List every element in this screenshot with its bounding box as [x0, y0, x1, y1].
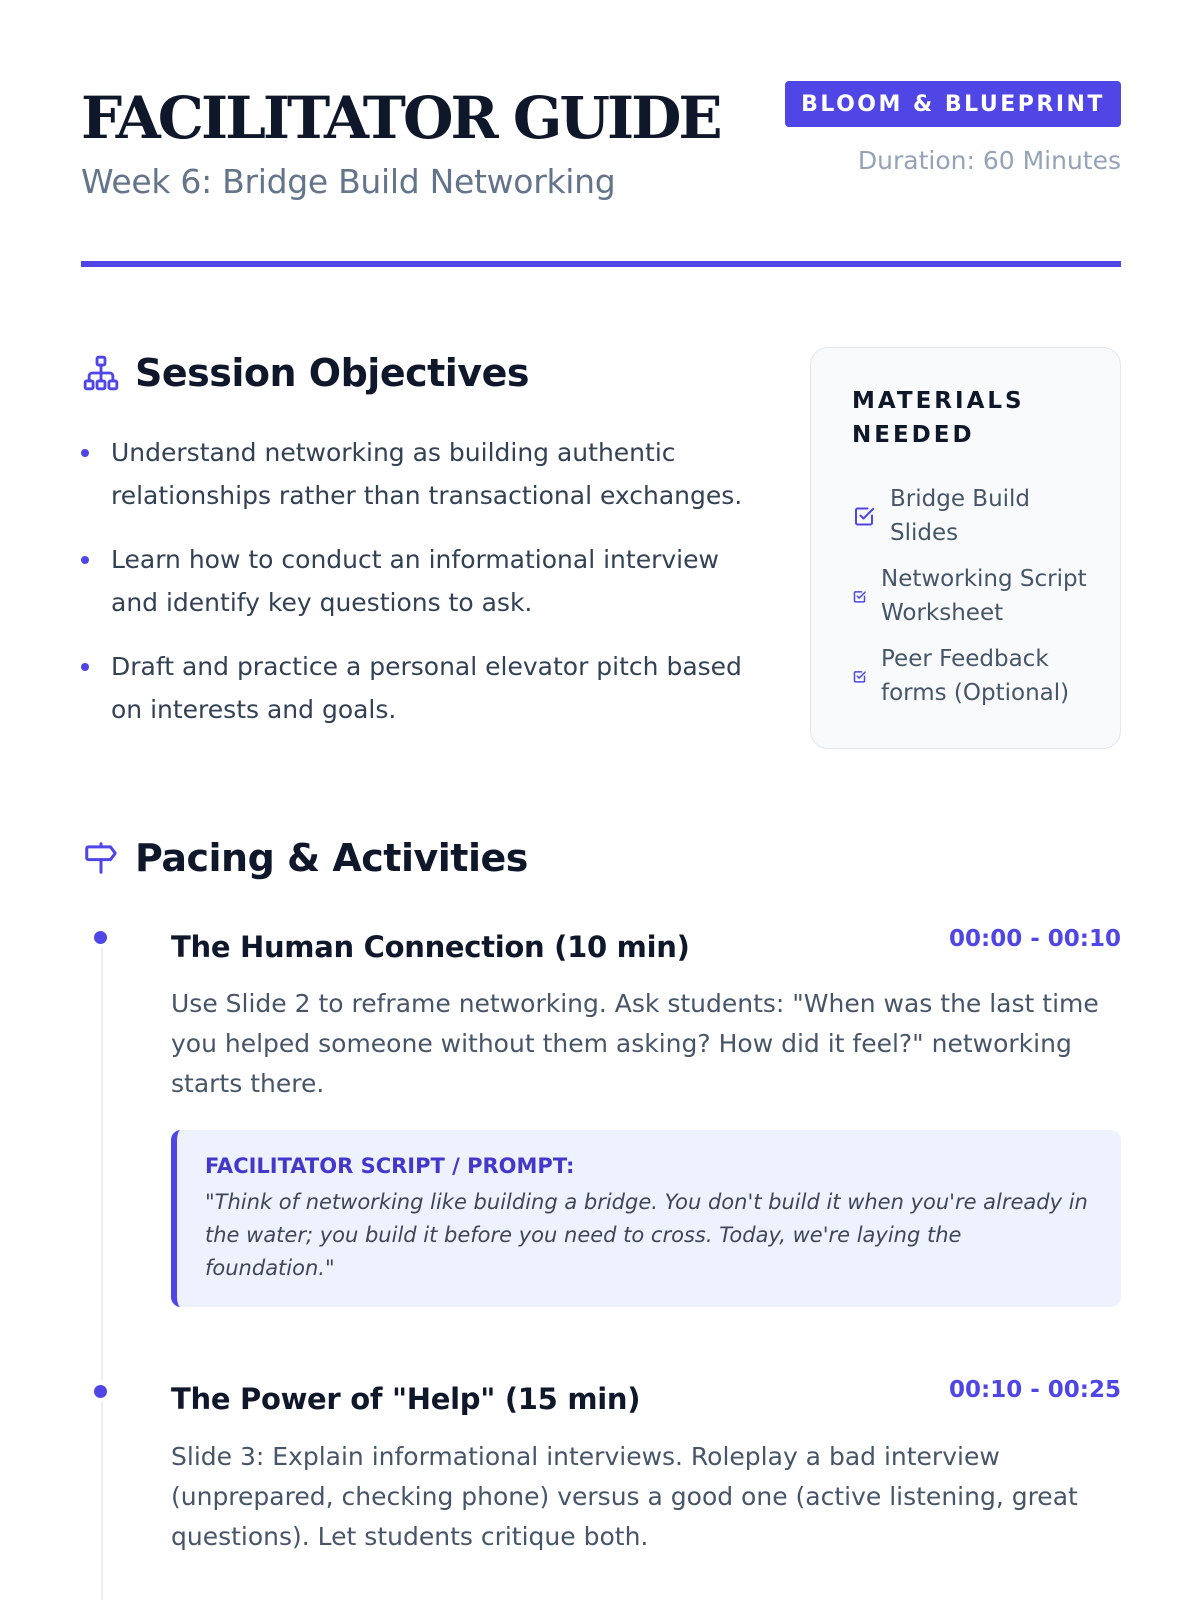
- material-item: [852, 642, 1096, 710]
- objectives-list: [81, 431, 761, 731]
- session-duration: Duration: 60 Minutes: [857, 146, 1121, 175]
- header-divider: [81, 261, 1121, 267]
- activity-time: 00:10 - 00:25: [949, 1377, 1121, 1403]
- materials-list: [852, 482, 1096, 710]
- brand-badge: BLOOM & BLUEPRINT: [785, 81, 1121, 127]
- pacing-section: [81, 830, 1121, 886]
- material-label: Peer Feedback forms (Optional): [881, 646, 1070, 706]
- guide-header: [81, 0, 1121, 270]
- page-subtitle: Week 6: Bridge Build Networking: [81, 162, 616, 201]
- objective-item: Understand networking as building authentic relationships rather than transactional exchanges.: [81, 431, 761, 517]
- session-objectives-section: [81, 345, 761, 752]
- activity-title: The Power of "Help" (15 min): [171, 1382, 641, 1416]
- objective-item: Learn how to conduct an informational interview and identify key questions to ask.: [81, 538, 761, 624]
- objectives-header: [81, 345, 761, 401]
- activity-description: Slide 3: Explain informational interviews. Roleplay a bad interview (unprepared, checking phone) versus a good one (active listening, great questions). Let students critique both.: [171, 1442, 1078, 1551]
- checkbox-icon: [852, 669, 867, 684]
- script-quote: "Think of networking like building a bridge. You don't build it when you're already in the water; you build it before you need to cross. Today, we're laying the foundation.": [205, 1190, 1088, 1280]
- activity-description: Use Slide 2 to reframe networking. Ask students: "When was the last time you helped someone without them asking? How did it feel?" networking starts there.: [171, 989, 1099, 1098]
- checkbox-icon: [852, 504, 876, 528]
- org-chart-icon: [81, 353, 121, 393]
- material-label: Bridge Build Slides: [890, 486, 1031, 546]
- pacing-heading: Pacing & Activities: [135, 836, 528, 880]
- checkbox-icon: [852, 589, 867, 604]
- activity-time: 00:00 - 00:10: [949, 926, 1121, 952]
- material-label: Networking Script Worksheet: [881, 566, 1087, 626]
- material-item: [852, 482, 1096, 550]
- timeline-dot: [89, 926, 111, 948]
- facilitator-script-box: [171, 1130, 1121, 1307]
- materials-card: [810, 347, 1121, 749]
- pacing-header: [81, 830, 1121, 886]
- timeline-dot: [89, 1380, 111, 1402]
- activity-title: The Human Connection (10 min): [171, 930, 690, 964]
- timeline-line: [101, 935, 103, 1600]
- objectives-heading: Session Objectives: [135, 351, 529, 395]
- objective-item: Draft and practice a personal elevator pitch based on interests and goals.: [81, 645, 761, 731]
- materials-heading: MATERIALS NEEDED: [852, 388, 1025, 448]
- material-item: [852, 562, 1096, 630]
- facilitator-guide-page: [81, 0, 1121, 1600]
- page-title: FACILITATOR GUIDE: [81, 84, 720, 152]
- script-label: FACILITATOR SCRIPT / PROMPT:: [205, 1154, 575, 1178]
- signpost-icon: [81, 838, 121, 878]
